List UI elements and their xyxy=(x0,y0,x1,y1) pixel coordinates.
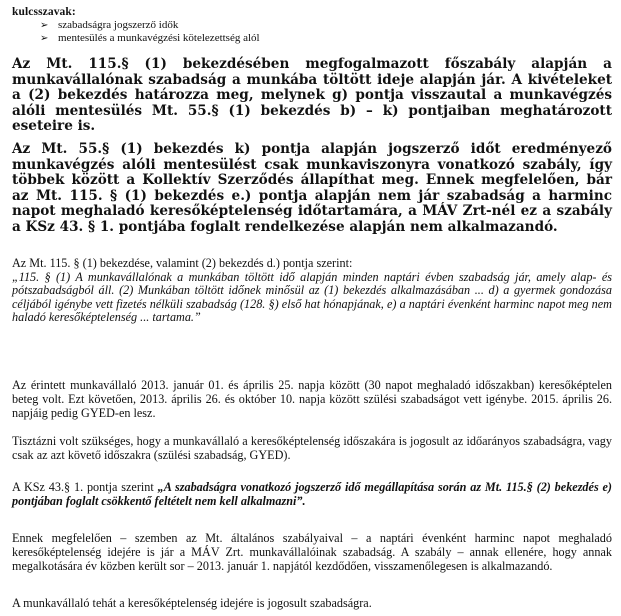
paragraph-legal-quote xyxy=(12,257,612,325)
arrow-bullet-icon: ➢ xyxy=(40,20,49,31)
keywords-title: kulcsszavak: xyxy=(12,6,76,18)
paragraph-case-facts: Az érintett munkavállaló 2013. január 01. és április 25. napja között (30 napot meghaladó időszakban) keresőképtelen beteg volt. Ezt követően, 2013. április 26. és október 10. napja között szülési szabadságot vett igénybe. 2015. április 26. napjáig pedig GYED-en lesz. xyxy=(12,378,612,420)
paragraph-ksz-rule xyxy=(12,481,612,509)
keyword-text: mentesülés a munkavégzési kötelezettség alól xyxy=(58,32,260,44)
quote-intro: Az Mt. 115. § (1) bekezdése, valamint (2) bekezdés d.) pontja szerint: xyxy=(12,256,353,270)
keyword-text: szabadságra jogszerző idők xyxy=(58,19,179,31)
keywords-list xyxy=(40,19,260,45)
paragraph-main-rule: Az Mt. 115.§ (1) bekezdésében megfogalmazott főszabály alapján a munkavállalónak szabadság a munkába töltött ideje alapján jár. A kivételeket a (2) bekezdés határozza meg, melynek g) pontja visszautal a munkavégzés alóli mentesülés Mt. 55.§ (1) bekezdés b) – k) pontjaiban meghatározott eseteire is. xyxy=(12,56,612,135)
arrow-bullet-icon: ➢ xyxy=(40,33,49,44)
paragraph-collective-agreement: Az Mt. 55.§ (1) bekezdés k) pontja alapján jogszerző időt eredményező munkavégzés alóli mentesülést csak munkaviszonyra vonatkozó szabály, így többek között a Kollektív Szerződés állapíthat meg. Ennek megfelelően, bár az Mt. 115. § (1) bekezdés e.) pontja alapján nem jár szabadság a harminc napot meghaladó keresőképtelenség időtartamára, a MÁV Zrt-nél ez a szabály a KSz 43. § 1. pontjába foglalt rendelkezése alapján nem alkalmazandó. xyxy=(12,141,612,235)
paragraph-question: Tisztázni volt szükséges, hogy a munkavállaló a keresőképtelenség időszakára is jogosult az időarányos szabadságra, vagy csak az azt követő időszakra (szülési szabadság, GYED). xyxy=(12,434,612,462)
ksz-quote: „A szabadságra vonatkozó jogszerző idő megállapítása során az Mt. 115.§ (2) bekezdés e) pontjában foglalt csökkentő feltételt nem kell alkalmazni”. xyxy=(12,480,612,508)
quote-text: „115. § (1) A munkavállalónak a munkában töltött idő alapján minden naptári évben szabadság jár, amely alap- és pótszabadságból áll. (2) Munkában töltött időnek minősül az (1) bekezdés alkalmazásában ... d) a gyermek gondozása céljából igénybe vett fizetés nélküli szabadság (128. §) első hat hónapjának, e) a naptári évenként harminc napot meg nem haladó keresőképtelenség ... tartama.” xyxy=(12,269,612,325)
keyword-item xyxy=(40,32,260,45)
paragraph-conclusion: A munkavállaló tehát a keresőképtelenség idejére is jogosult szabadságra. xyxy=(12,596,372,610)
ksz-lead: A KSz 43.§ 1. pontja szerint xyxy=(12,480,158,494)
paragraph-application: Ennek megfelelően – szemben az Mt. általános szabályaival – a naptári évenként harminc napot meghaladó keresőképtelenség idejére is jár a MÁV Zrt. munkavállalóinak szabadság. A szabály – annak ellenére, hogy annak megalkotására év közben került sor – 2013. január 1. napjától kezdődően, visszamenőlegesen is alkalmazandó. xyxy=(12,531,612,573)
keyword-item xyxy=(40,19,260,32)
